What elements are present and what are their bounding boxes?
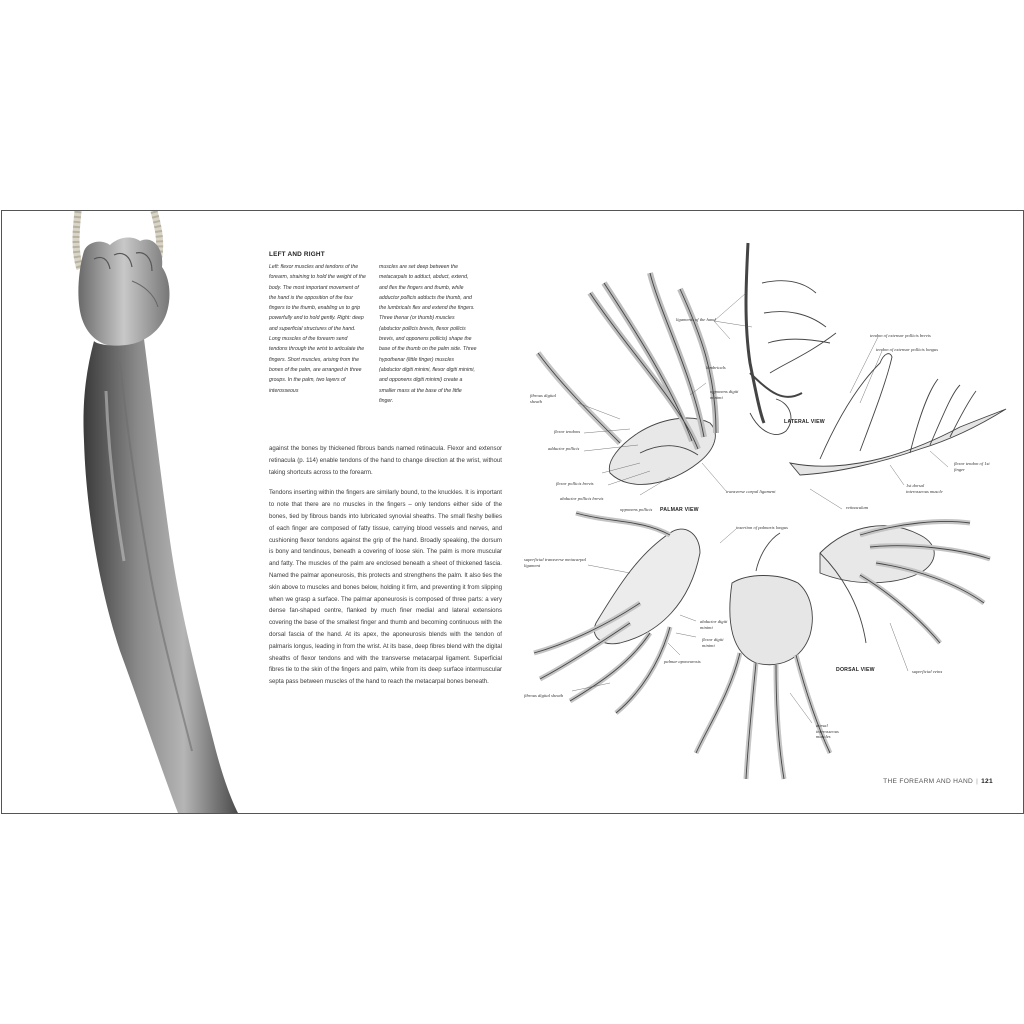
label-flexor-pollicis-brevis: flexor pollicis brevis — [556, 481, 594, 486]
palmar-view-hand — [538, 273, 716, 484]
footer-separator: | — [976, 778, 979, 785]
body-paragraph: against the bones by thickened fibrous bands named retinacula. Flexor and extensor retinacula (p. 114) enable tendons of the hand to change direction at the wrist, without taking shortcuts across to the forearm. — [269, 445, 502, 476]
arm-photo — [2, 211, 252, 813]
label-superficial-transverse-metacarpal: superficial transverse metacarpal ligament — [524, 557, 587, 568]
label-fibrous-digital-sheath: fibrous digital sheath — [530, 393, 556, 404]
label-transverse-carpal-ligament: transverse carpal ligament — [726, 489, 776, 494]
page-number: 121 — [981, 778, 993, 785]
label-fibrous-digital-sheath-lower: fibrous digital sheath — [524, 693, 564, 698]
label-tendon-extensor-pollicis-longus: tendon of extensor pollicis longus — [876, 347, 939, 352]
label-tendon-extensor-pollicis-brevis: tendon of extensor pollicis brevis — [870, 333, 931, 338]
figure-caption — [269, 251, 479, 406]
hand-anatomy-illustrations — [520, 223, 1020, 793]
body-text — [269, 443, 502, 697]
label-abductor-digiti-minimi: abductor digiti minimi — [700, 619, 728, 630]
label-palmar-aponeurosis: palmar aponeurosis — [664, 659, 701, 664]
palmar-deep-hand — [696, 533, 830, 779]
dorsal-view-hand — [820, 522, 990, 644]
label-opponens-digiti-minimi: opponens digiti minimi — [710, 389, 739, 400]
label-flexor-tendon-1st-finger: flexor tendon of 1st finger — [954, 461, 990, 472]
label-flexor-digiti-minimi: flexor digiti minimi — [702, 637, 724, 648]
hand-sketches — [520, 223, 1020, 793]
dorsal-view-label: DORSAL VIEW — [836, 667, 875, 673]
caption-column-right: muscles are set deep between the metacarpals to adduct, abduct, extend, and flex the fingers and thumb, while adductor pollicis adducts the thumb, and the lumbricals flex and extend the fingers. Three thenar (or thumb) muscles (abductor pollicis brevis, flexor pollicis brevis, and opponens pollicis) shape the base of the thumb on the palm side. Three hypothenar (little finger) muscles (abductor digiti minimi, flexor digiti minimi, and opponens digiti minimi) create a smaller mass at the base of the little finger. — [379, 264, 477, 404]
palmar-superficial-hand — [534, 513, 700, 713]
label-ligaments-hand: ligaments of the hand — [676, 317, 716, 322]
body-paragraph: Tendons inserting within the fingers are similarly bound, to the knuckles. It is important to note that there are no muscles in the fingers – only tendons either side of the bones, tied by fibrous bands into lubricated synovial sheaths. The small fleshy bellies of each finger are composed of fatty tissue, carrying blood vessels and nerves, and cushioning flexor tendons against the grip of the hand. Broadly speaking, the dorsum is bony and tendinous, beneath a covering of loose skin. The palm is more muscular and fatty. The muscles of the palm are enclosed beneath a sheet of thickened fascia. Named the palmar aponeurosis, this protects and strengthens the palm. It also ties the skin above to muscles and bones below, holding it firm, and preventing it from slipping when we grasp a surface. The palmar aponeurosis is composed of three parts: a very dense fan-shaped centre, flanked by much finer medial and lateral extensions covering the base of the smallest finger and thumb and becoming continuous with the dorsal fascia of the hand. At its apex, the aponeurosis blends with the tendon of palmaris longus, leading in from the wrist. At its base, deep fibres blend with the digital sheaths of flexor tendons and with the transverse metacarpal ligament. Superficial fibres tie to the skin of the fingers and palm, while from its deep surface intermuscular septa pass between muscles of the hand to reach the metacarpal bones beneath. — [269, 489, 502, 686]
caption-column-left: Left: flexor muscles and tendons of the forearm, straining to hold the weight of the body. The most important movement of the hand is the opposition of the four fingers to the thumb, enabling us to grip powerfully and to hold gently. Right: deep and superficial structures of the hand. Long muscles of the forearm send tendons through the wrist to articulate the fingers. Short muscles, arising from the bones of the palm, are arranged in three groups. In the palm, two layers of interosseous — [269, 264, 366, 394]
label-retinaculum: retinaculum — [846, 505, 869, 510]
label-opponens-pollicis: opponens pollicis — [620, 507, 653, 512]
label-flexor-tendons: flexor tendons — [554, 429, 581, 434]
book-spread — [1, 210, 1024, 814]
label-dorsal-interosseous: dorsal interosseous muscles — [816, 723, 839, 740]
page-footer — [883, 778, 993, 785]
palmar-view-label: PALMAR VIEW — [660, 507, 699, 513]
label-superficial-veins: superficial veins — [912, 669, 943, 674]
label-insertion-palmaris-longus: insertion of palmaris longus — [736, 525, 788, 530]
label-abductor-pollicis-brevis: abductor pollicis brevis — [560, 496, 604, 501]
lateral-view-hand — [746, 243, 836, 434]
label-lumbricals: lumbricals — [706, 365, 726, 370]
label-1st-dorsal-interosseous: 1st dorsal interosseous muscle — [906, 483, 943, 494]
lateral-thumb-view — [790, 354, 1006, 475]
section-title: THE FOREARM AND HAND — [883, 778, 974, 785]
lateral-view-label: LATERAL VIEW — [784, 419, 825, 425]
label-adductor-pollicis: adductor pollicis — [548, 446, 580, 451]
caption-title: LEFT AND RIGHT — [269, 251, 325, 258]
